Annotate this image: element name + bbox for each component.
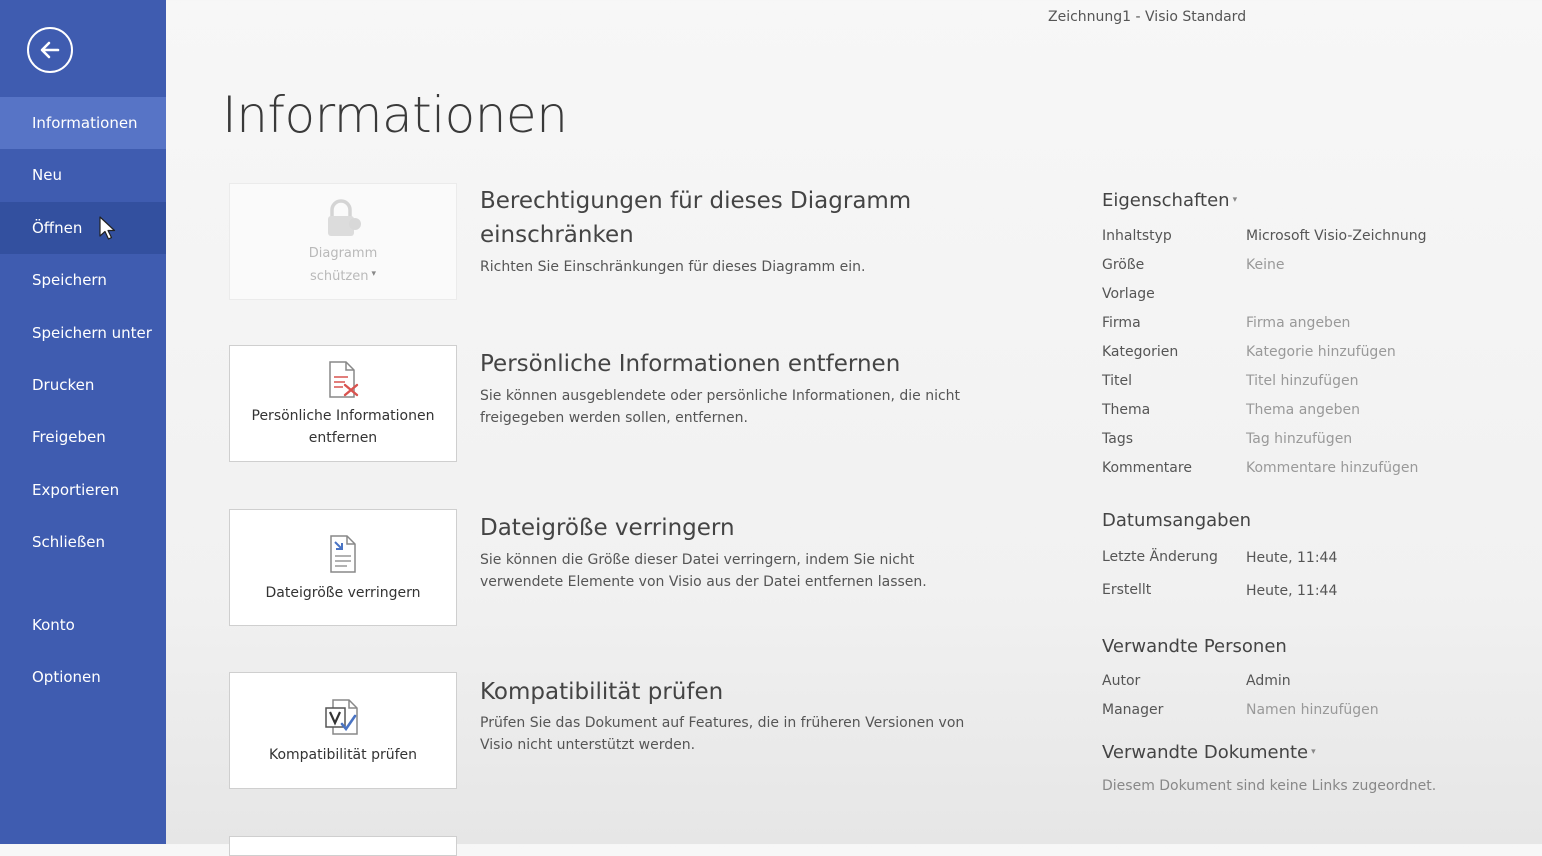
check-compatibility-button[interactable] <box>229 672 457 789</box>
date-label: Erstellt <box>1102 582 1152 598</box>
property-input-thema[interactable]: Thema angeben <box>1246 402 1361 418</box>
sidebar-item-label: Exportieren <box>32 481 120 499</box>
back-arrow-icon <box>37 37 63 63</box>
person-label: Autor <box>1102 673 1141 689</box>
document-compress-icon <box>323 532 363 578</box>
property-label: Tags <box>1102 431 1133 447</box>
related-documents-note: Diesem Dokument sind keine Links zugeordnet. <box>1102 778 1437 794</box>
window-title: Zeichnung1 - Visio Standard <box>1048 9 1247 25</box>
action-tile-partial[interactable] <box>229 836 457 856</box>
property-label: Firma <box>1102 315 1141 331</box>
manager-input[interactable]: Namen hinzufügen <box>1246 702 1379 718</box>
sidebar-item-drucken[interactable] <box>0 359 166 411</box>
lock-icon <box>321 197 365 239</box>
sidebar-item-label: Informationen <box>32 114 138 132</box>
reduce-file-size-button[interactable] <box>229 509 457 626</box>
chevron-down-icon: ▾ <box>1311 747 1316 757</box>
property-label: Titel <box>1102 373 1133 389</box>
chevron-down-icon: ▾ <box>371 268 377 279</box>
dates-heading: Datumsangaben <box>1102 510 1252 531</box>
tile-label: Kompatibilität prüfen <box>268 746 418 763</box>
related-documents-heading[interactable]: Verwandte Dokumente ▾ <box>1102 742 1316 763</box>
date-label: Letzte Änderung <box>1102 549 1218 565</box>
section-description: Sie können die Größe dieser Datei verringern, indem Sie nicht verwendete Elemente von Visio aus der Datei entfernen lassen. <box>480 552 927 590</box>
tile-label: Dateigröße verringern <box>265 584 421 601</box>
property-label: Inhaltstyp <box>1102 228 1172 244</box>
property-input-firma[interactable]: Firma angeben <box>1246 315 1351 331</box>
properties-heading[interactable]: Eigenschaften ▾ <box>1102 190 1238 211</box>
sidebar-item-label: Optionen <box>32 668 101 686</box>
sidebar-item-label: Neu <box>32 166 62 184</box>
sidebar-item-label: Konto <box>32 616 75 634</box>
section-heading: Kompatibilität prüfen <box>480 679 724 705</box>
back-button[interactable] <box>27 27 73 73</box>
property-label: Vorlage <box>1102 286 1155 302</box>
sidebar-item-label: Speichern unter <box>32 324 152 342</box>
sidebar-item-label: Schließen <box>32 533 106 551</box>
author-value[interactable]: Admin <box>1246 673 1291 689</box>
sidebar-item-konto[interactable] <box>0 599 166 651</box>
sidebar-item-neu[interactable] <box>0 149 166 201</box>
mouse-pointer-icon <box>99 216 117 242</box>
property-input-titel[interactable]: Titel hinzufügen <box>1246 373 1359 389</box>
section-heading: Berechtigungen für dieses Diagramm einschränken <box>480 188 912 248</box>
property-input-kommentare[interactable]: Kommentare hinzufügen <box>1246 460 1419 476</box>
property-value: Keine <box>1246 257 1285 273</box>
page-title: Informationen <box>222 86 568 144</box>
section-description: Sie können ausgeblendete oder persönliche Informationen, die nicht freigegeben werden sollen, entfernen. <box>480 388 961 426</box>
remove-personal-info-button[interactable] <box>229 345 457 462</box>
section-description: Richten Sie Einschränkungen für dieses Diagramm ein. <box>480 259 866 275</box>
property-label: Größe <box>1102 257 1145 273</box>
property-input-kategorien[interactable]: Kategorie hinzufügen <box>1246 344 1396 360</box>
sidebar-item-speichern-unter[interactable] <box>0 307 166 359</box>
property-label: Kategorien <box>1102 344 1179 360</box>
section-description: Prüfen Sie das Dokument auf Features, die in früheren Versionen von Visio nicht unterstützt werden. <box>480 715 965 753</box>
sidebar-item-freigeben[interactable] <box>0 411 166 463</box>
property-label: Kommentare <box>1102 460 1192 476</box>
section-heading: Persönliche Informationen entfernen <box>480 351 901 377</box>
property-input-tags[interactable]: Tag hinzufügen <box>1246 431 1353 447</box>
section-heading: Dateigröße verringern <box>480 515 735 541</box>
sidebar-item-label: Speichern <box>32 271 107 289</box>
property-value: Microsoft Visio-Zeichnung <box>1246 228 1427 244</box>
visio-check-icon <box>323 696 363 740</box>
property-label: Thema <box>1102 402 1151 418</box>
chevron-down-icon: ▾ <box>1232 195 1238 205</box>
sidebar-item-label: Drucken <box>32 376 95 394</box>
sidebar-item-exportieren[interactable] <box>0 464 166 516</box>
sidebar-item-optionen[interactable] <box>0 651 166 703</box>
sidebar-item-label: Freigeben <box>32 428 106 446</box>
sidebar-item-label: Öffnen <box>32 219 83 237</box>
tile-label: Persönliche Informationen entfernen <box>251 407 435 446</box>
sidebar-item-schliessen[interactable] <box>0 516 166 568</box>
tile-label: Diagramm schützen ▾ <box>308 245 378 284</box>
date-value: Heute, 11:44 <box>1246 550 1338 566</box>
people-heading: Verwandte Personen <box>1102 636 1287 657</box>
sidebar-item-speichern[interactable] <box>0 254 166 306</box>
person-label: Manager <box>1102 702 1164 718</box>
sidebar-item-oeffnen[interactable] <box>0 202 166 254</box>
backstage-sidebar <box>0 0 166 844</box>
date-value: Heute, 11:44 <box>1246 583 1338 599</box>
document-remove-icon <box>323 359 363 401</box>
sidebar-item-informationen[interactable] <box>0 97 166 149</box>
protect-diagram-button[interactable] <box>229 183 457 300</box>
